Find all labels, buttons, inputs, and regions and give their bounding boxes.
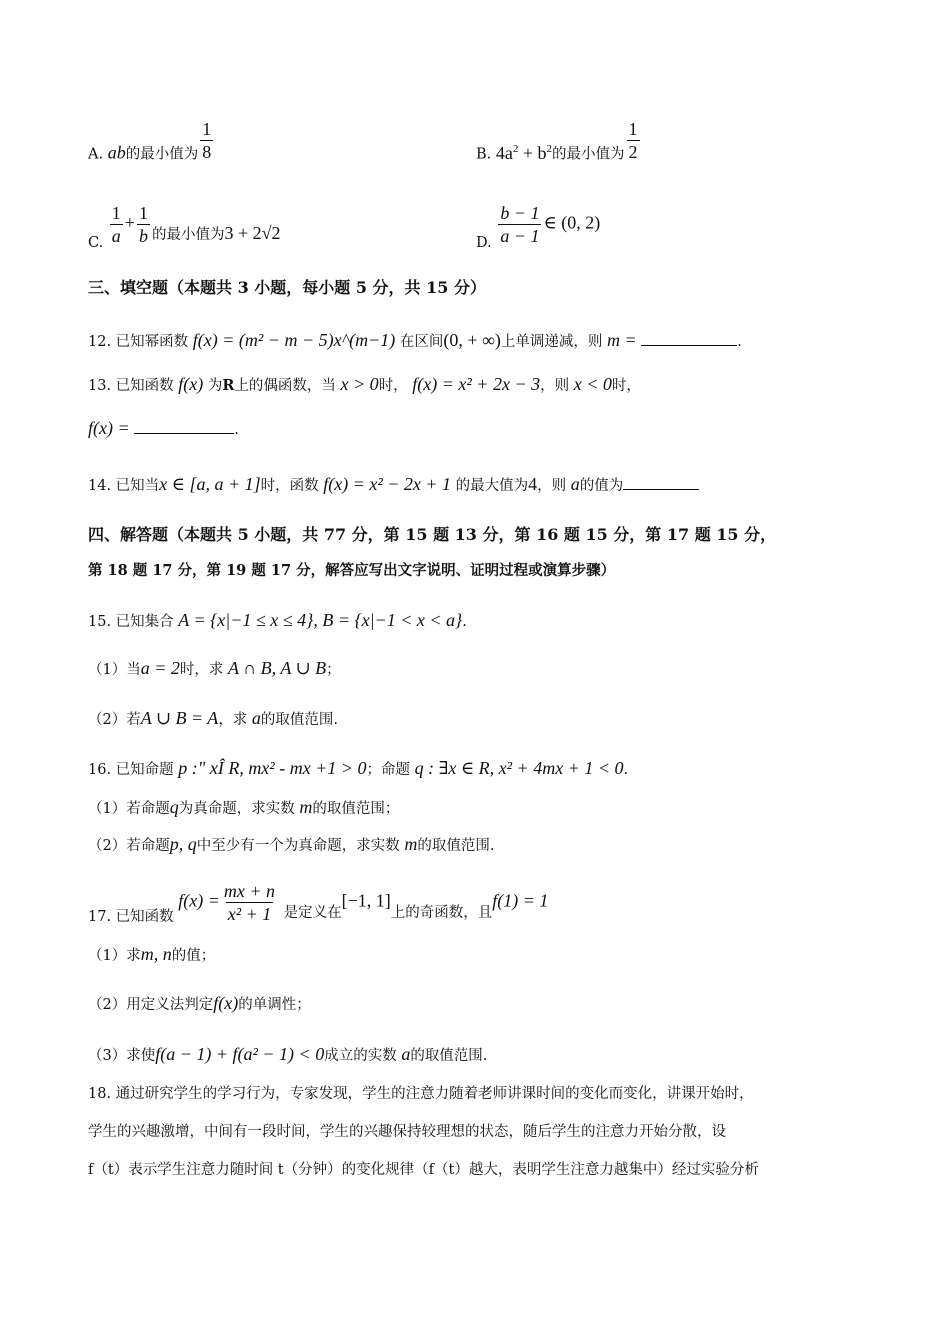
option-label: D. xyxy=(476,234,492,251)
question-text: ，则 xyxy=(540,378,570,394)
question-13 xyxy=(88,374,641,396)
math-expr: f(x) xyxy=(213,993,239,1013)
question-text: 12. 已知幂函数 xyxy=(88,334,189,350)
part-text: （2）若 xyxy=(88,712,141,728)
question-17-part3 xyxy=(88,1044,487,1066)
math-expr: a = 2 xyxy=(140,658,180,678)
question-17 xyxy=(88,880,548,925)
math-expr: f(x) = xyxy=(88,418,130,438)
option-a xyxy=(88,119,215,177)
frac-den: x² + 1 xyxy=(227,904,272,924)
question-text: 在区间 xyxy=(399,334,444,350)
part-text: 的值； xyxy=(171,948,216,964)
math-var: m xyxy=(404,834,418,854)
question-13-line2 xyxy=(88,418,239,440)
section-title: 三、填空题（本题共 3 小题，每小题 5 分，共 15 分） xyxy=(88,278,486,297)
punct: . xyxy=(737,334,742,350)
part-text: 为真命题，求实数 xyxy=(178,801,295,817)
part-text: （2）若命题 xyxy=(88,838,170,854)
math-expr: f(a − 1) + f(a² − 1) < 0 xyxy=(155,1044,325,1064)
fraction xyxy=(137,202,150,247)
option-c xyxy=(88,202,281,251)
question-17-part1 xyxy=(88,944,215,966)
math-value: 3 + 2√2 xyxy=(224,222,281,243)
math-expr: f(x) = xyxy=(178,890,220,911)
fraction xyxy=(627,118,640,163)
option-text: 的最小值为 xyxy=(552,146,625,163)
question-text: 上的奇函数，且 xyxy=(390,904,493,921)
part-text: 的取值范围. xyxy=(410,1048,488,1064)
part-text: 中至少有一个为真命题，求实数 xyxy=(196,838,400,854)
math-expr: [−1, 1] xyxy=(341,890,391,911)
option-d xyxy=(476,202,601,251)
question-text: ，则 xyxy=(537,478,567,494)
plus-sign: + xyxy=(124,212,135,233)
frac-den: b xyxy=(138,226,148,246)
option-label: C. xyxy=(88,234,104,251)
option-label: A. xyxy=(88,146,104,163)
question-text: 是定义在 xyxy=(283,904,342,921)
math-expr: p :" xÎ R, mx² - mx +1 > 0 xyxy=(178,758,367,778)
math-expr: x < 0 xyxy=(573,374,612,394)
frac-den: a xyxy=(111,226,121,246)
frac-num: 1 xyxy=(202,119,212,139)
question-text: 15. 已知集合 xyxy=(88,614,174,630)
exponent: 2 xyxy=(546,142,553,155)
math-var: q xyxy=(169,797,179,817)
frac-den: 2 xyxy=(628,142,638,162)
math-set: R xyxy=(222,377,235,394)
math-expr: f(1) = 1 xyxy=(492,890,549,911)
math-expr: f(x) = x² − 2x + 1 xyxy=(323,474,452,494)
part-text: 时，求 xyxy=(179,662,224,678)
part-text: （2）用定义法判定 xyxy=(88,997,214,1013)
question-15-part1 xyxy=(88,658,341,680)
fraction xyxy=(200,118,213,163)
question-text: 为 xyxy=(207,378,223,394)
frac-num: 1 xyxy=(138,203,148,223)
question-text: 14. 已知当 xyxy=(88,478,160,494)
exponent: 2 xyxy=(512,142,519,155)
question-18-line2: 学生的兴趣激增，中间有一段时间，学生的兴趣保持较理想的状态，随后学生的注意力开始分散，设 xyxy=(88,1124,726,1140)
part-text: ，求 xyxy=(218,712,248,728)
question-16 xyxy=(88,758,628,780)
fraction xyxy=(222,880,277,925)
frac-den: a − 1 xyxy=(500,226,540,246)
question-text: 时， xyxy=(611,378,641,394)
question-15 xyxy=(88,610,467,632)
part-text: （3）求使 xyxy=(88,1048,156,1064)
question-text: 的最大值为 xyxy=(455,478,529,494)
question-16-part2 xyxy=(88,834,494,856)
punct: . xyxy=(462,614,467,630)
math-expr: f(x) = (m² − m − 5)x^(m−1) xyxy=(192,330,396,350)
frac-num: b − 1 xyxy=(500,203,540,223)
question-text: 上单调递减，则 xyxy=(500,334,603,350)
question-18-line3: f（t）表示学生注意力随时间 t（分钟）的变化规律（f（t）越大，表明学生注意力越集中）经过实验分析 xyxy=(88,1162,759,1178)
math-expr: x ∈ [a, a + 1] xyxy=(159,474,261,494)
part-text: 的取值范围. xyxy=(417,838,495,854)
part-text: （1）若命题 xyxy=(88,801,170,817)
math-var: m, n xyxy=(140,944,172,964)
math-expr: ∈ (0, 2) xyxy=(543,212,601,233)
question-15-part2 xyxy=(88,708,338,730)
punct: ； xyxy=(326,662,341,678)
frac-den: 8 xyxy=(202,142,212,162)
expr-part: + b xyxy=(518,142,547,163)
math-var: m xyxy=(299,797,313,817)
math-value: 4 xyxy=(528,474,538,494)
math-var: a xyxy=(401,1044,411,1064)
question-text: ；命题 xyxy=(366,762,410,778)
math-expr: A ∩ B, A ∪ B xyxy=(228,658,327,678)
question-text: 17. 已知函数 xyxy=(88,908,174,925)
math-expr: f(x) = x² + 2x − 3 xyxy=(412,374,541,394)
part-text: （1）求 xyxy=(88,948,141,964)
question-text: 时，函数 xyxy=(260,478,319,494)
part-text: （1）当 xyxy=(88,662,141,678)
option-text: 的最小值为 xyxy=(125,146,199,163)
option-text: 的最小值为 xyxy=(151,226,225,243)
option-b xyxy=(476,119,642,177)
fraction xyxy=(110,202,123,247)
punct: . xyxy=(623,762,629,778)
math-expr xyxy=(496,143,552,163)
frac-num: mx + n xyxy=(223,881,276,901)
math-expr: ab xyxy=(107,142,126,163)
answer-blank[interactable] xyxy=(641,331,737,346)
question-16-part1 xyxy=(88,797,399,819)
math-var: a xyxy=(570,474,580,494)
question-text: 时， xyxy=(378,378,408,394)
punct: . xyxy=(234,422,239,438)
answer-blank[interactable] xyxy=(134,419,234,434)
math-expr: A = {x|−1 ≤ x ≤ 4}, B = {x|−1 < x < a} xyxy=(178,610,463,630)
question-text: 13. 已知函数 xyxy=(88,378,174,394)
fraction xyxy=(498,202,541,247)
math-var: a xyxy=(251,708,261,728)
part-text: 的单调性； xyxy=(238,997,311,1013)
answer-blank[interactable] xyxy=(623,475,699,490)
section-title: 四、解答题（本题共 5 小题，共 77 分，第 15 题 13 分，第 16 题 15 分，第 17 题 15 分， xyxy=(88,525,777,544)
math-expr: f(x) xyxy=(178,374,204,394)
section-title-cont: 第 18 题 17 分，第 19 题 17 分，解答应写出文字说明、证明过程或演算步骤） xyxy=(88,562,616,579)
question-18-line1: 18. 通过研究学生的学习行为，专家发现，学生的注意力随着老师讲课时间的变化而变化，讲课开始时， xyxy=(88,1086,754,1102)
math-expr: A ∪ B = A xyxy=(140,708,219,728)
math-expr: x > 0 xyxy=(340,374,379,394)
question-12 xyxy=(88,330,742,352)
part-text: 的取值范围； xyxy=(312,801,400,817)
question-14 xyxy=(88,474,699,496)
part-text: 的取值范围. xyxy=(260,712,339,728)
math-expr: q : ∃x ∈ R, x² + 4mx + 1 < 0 xyxy=(414,758,624,778)
frac-num: 1 xyxy=(111,203,121,223)
option-label: B. xyxy=(476,146,492,163)
question-text: 16. 已知命题 xyxy=(88,762,174,778)
expr-part: 4a xyxy=(495,142,513,163)
question-17-part2 xyxy=(88,993,311,1015)
question-text: 上的偶函数，当 xyxy=(234,378,336,394)
frac-num: 1 xyxy=(628,119,638,139)
question-text: 的值为 xyxy=(579,478,624,494)
math-var: m = xyxy=(607,330,637,350)
math-expr: (0, + ∞) xyxy=(443,330,501,350)
part-text: 成立的实数 xyxy=(324,1048,397,1064)
math-var: p, q xyxy=(169,834,197,854)
